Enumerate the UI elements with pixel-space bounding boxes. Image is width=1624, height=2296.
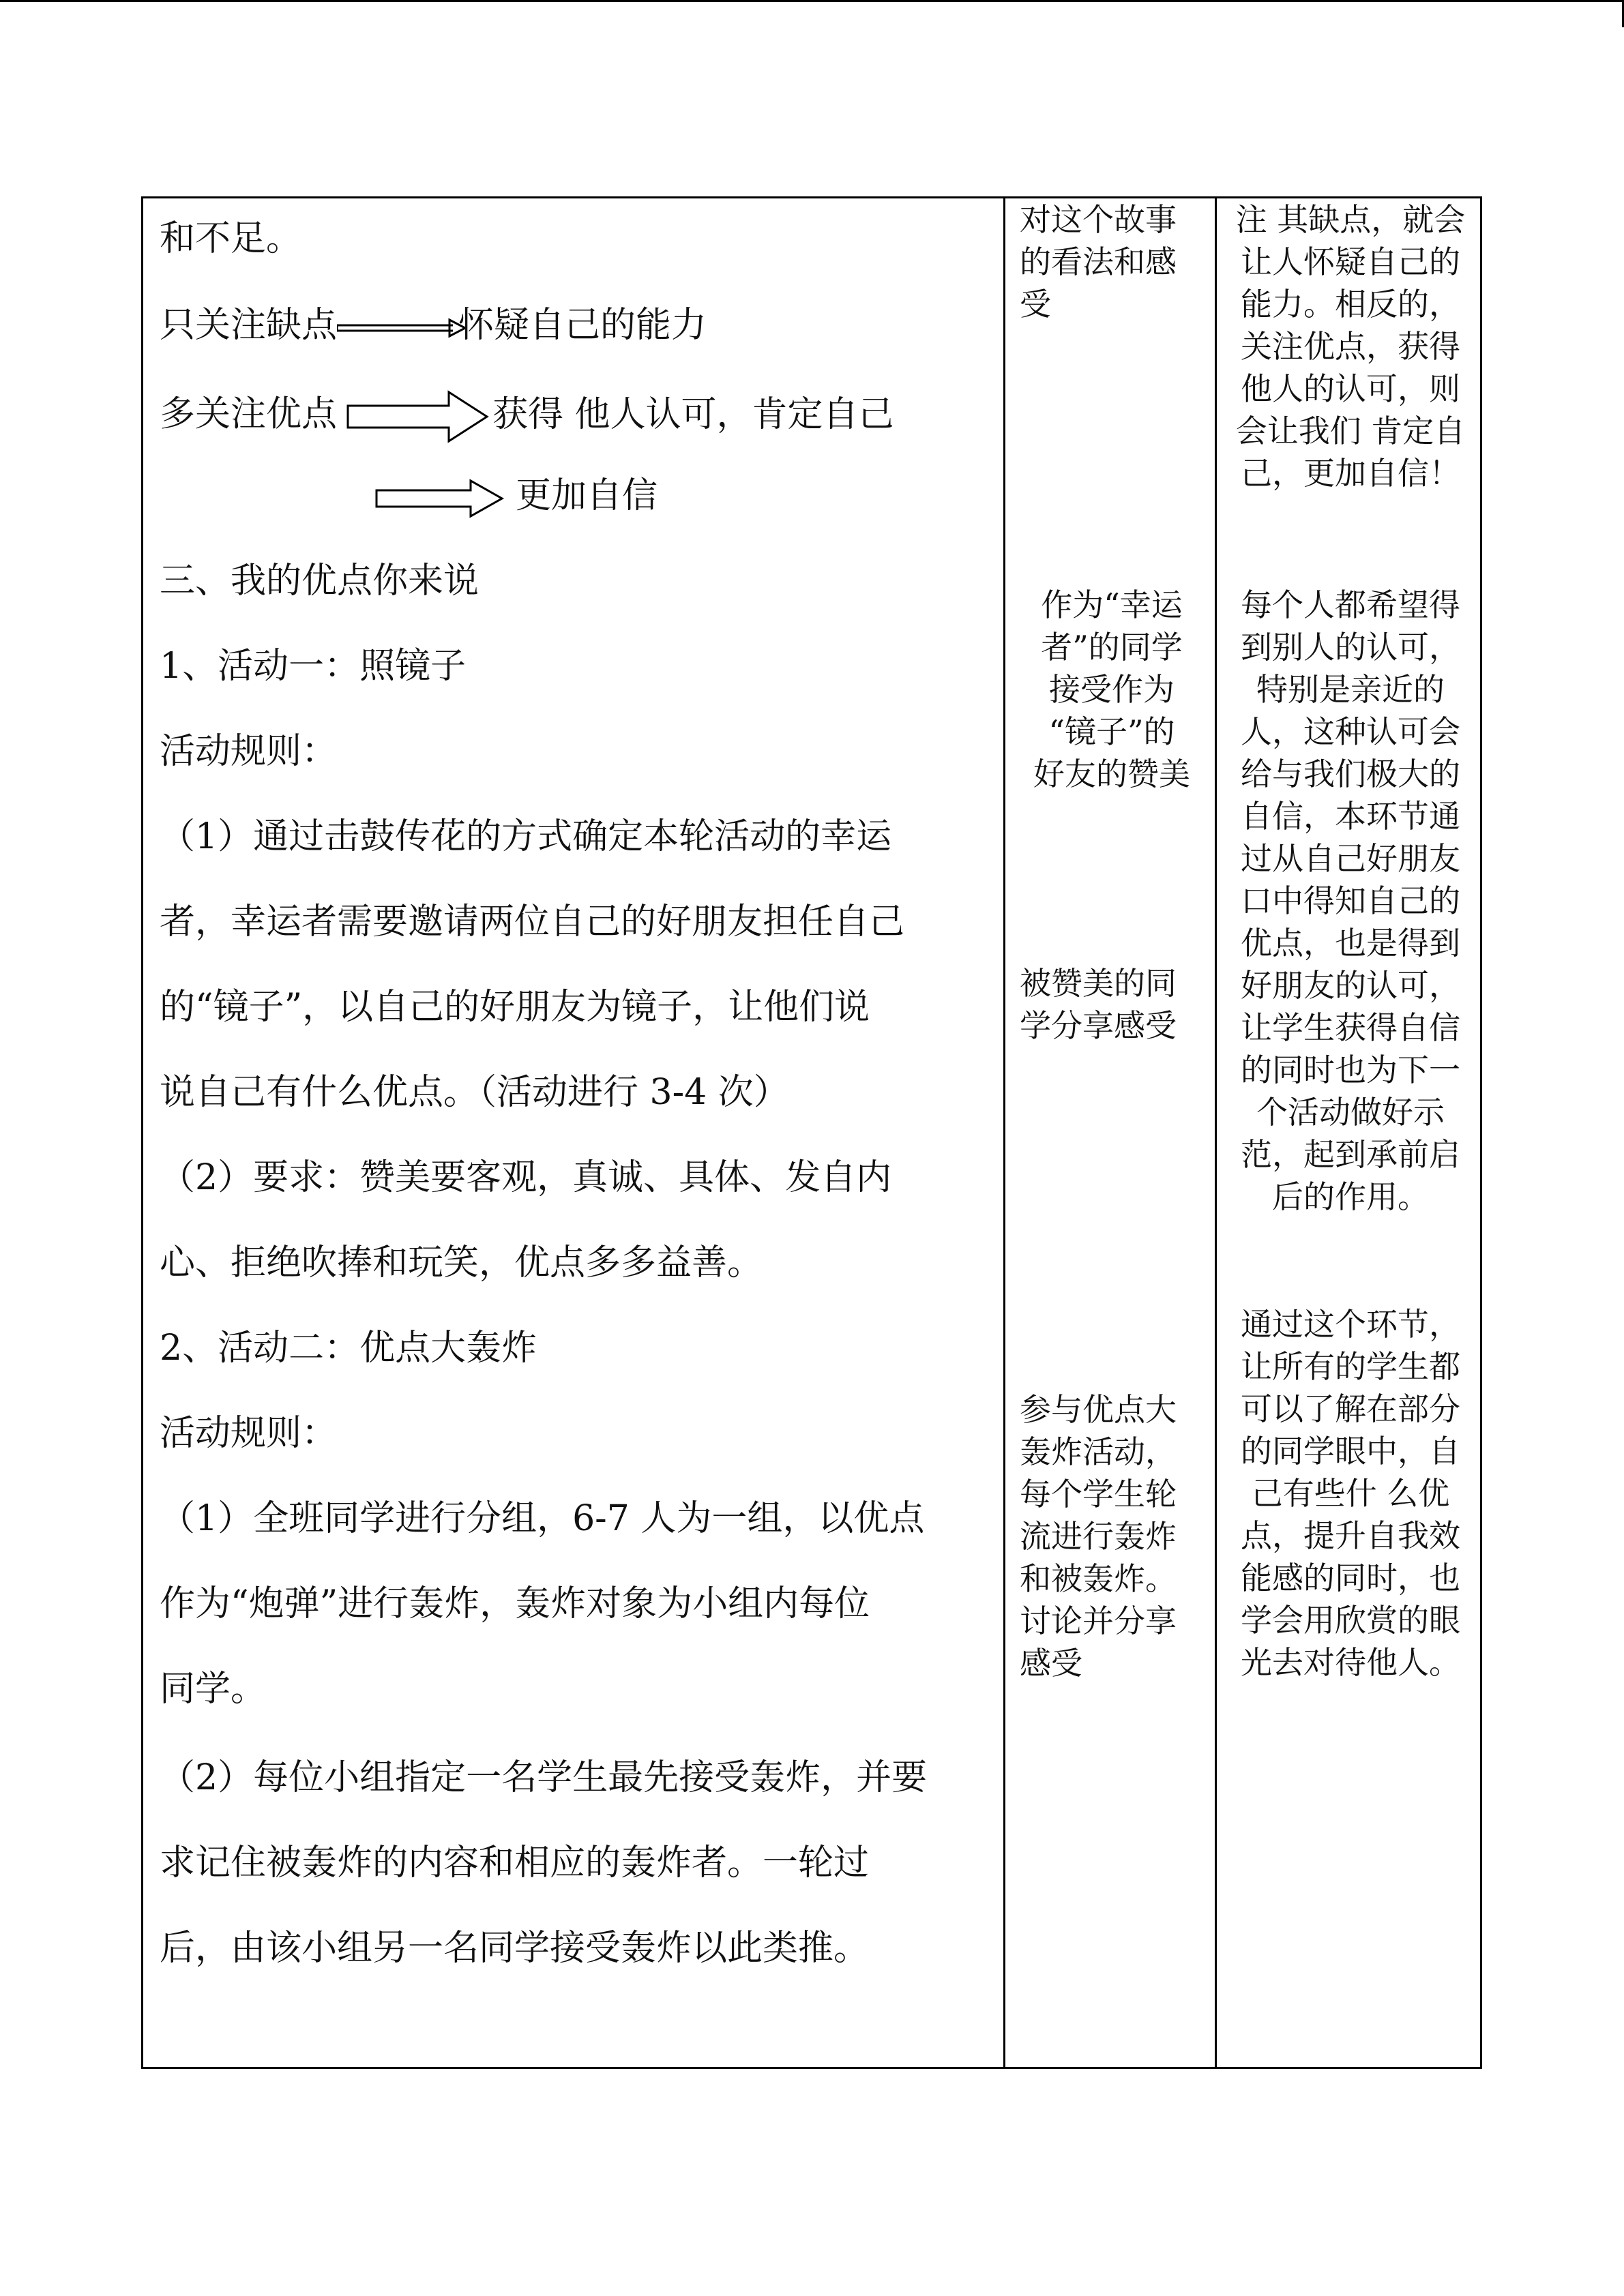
text-line: 点，提升自我效 [1241,1517,1460,1554]
text-line: 接受作为 [1049,671,1175,708]
strength-result: 获得 他人认可，肯定自己 [492,393,894,435]
text-line: 给与我们极大的 [1241,756,1460,792]
text-line: 让人怀疑自己的 [1241,243,1460,280]
text-line: 求记住被轰炸的内容和相应的轰炸者。一轮过 [160,1843,870,1883]
text-line: 流进行轰炸 [1020,1518,1177,1555]
text-line: 的“镜子”，以自己的好朋友为镜子，让他们说 [160,987,870,1028]
text-line: 对这个故事 [1020,201,1177,238]
text-line: 自信，本环节通 [1241,798,1460,835]
section-heading: 三、我的优点你来说 [160,561,479,601]
text-line: 者，幸运者需要邀请两位自己的好朋友担任自己 [160,901,905,942]
text-line: 让学生获得自信 [1241,1009,1460,1046]
weakness-line [160,304,707,346]
student-note-2 [1020,584,1204,795]
column-divider-2 [1215,198,1217,2067]
confidence-line [375,475,658,519]
text-line: 己有些什 么优 [1251,1475,1450,1512]
text-line: 学分享感受 [1020,1007,1177,1044]
text-line: “镜子”的 [1048,713,1175,750]
text-line: 同学。 [160,1669,267,1710]
text-line: 的看法和感 [1020,243,1177,280]
text-line: 后的作用。 [1272,1178,1429,1215]
block-arrow-icon [375,478,505,519]
strength-label: 多关注优点 [160,393,338,435]
text-line: 和不足。 [160,218,302,259]
text-line: （2）要求：赞美要客观，真诚、具体、发自内 [160,1157,892,1198]
confidence-result: 更加自信 [516,475,658,516]
student-note-4 [1020,1388,1204,1684]
column-divider-1 [1003,198,1005,2067]
text-line: 到别人的认可， [1241,629,1460,666]
text-line: 己，更加自信！ [1241,455,1460,492]
text-line: 者”的同学 [1041,629,1183,666]
activity-heading: 1、活动一：照镜子 [160,646,467,687]
text-line: 人，这种认可会 [1241,713,1460,750]
text-line: 能力。相反的， [1241,286,1460,323]
text-line: （1）通过击鼓传花的方式确定本轮活动的幸运 [160,816,892,857]
rules-heading: 活动规则： [160,1413,338,1454]
student-note-1 [1020,198,1204,325]
text-line: 好朋友的认可， [1241,967,1460,1004]
text-line: 口中得知自己的 [1241,882,1460,919]
text-line: 能感的同时，也 [1241,1560,1460,1596]
intent-note-1 [1228,198,1473,494]
text-line: 说自己有什么优点。（活动进行 3-4 次） [160,1072,789,1113]
text-line: 后，由该小组另一名同学接受轰炸以此类推。 [160,1928,870,1969]
text-line: 注 其缺点，就会 [1235,201,1466,238]
text-line: 会让我们 肯定自 [1235,413,1466,449]
text-line: 每个学生轮 [1020,1476,1177,1512]
block-arrow-icon [346,389,490,444]
text-line: 通过这个环节， [1241,1306,1460,1343]
text-line: 特别是亲近的 [1256,671,1445,708]
text-line: 优点，也是得到 [1241,925,1460,961]
text-line: 光去对待他人。 [1241,1644,1460,1681]
rules-heading: 活动规则： [160,731,338,772]
activity-heading: 2、活动二：优点大轰炸 [160,1328,537,1369]
strength-line [160,389,894,444]
intent-note-3 [1228,1303,1473,1684]
text-line: 作为“炮弹”进行轰炸，轰炸对象为小组内每位 [160,1583,870,1624]
text-line: 作为“幸运 [1041,586,1183,623]
text-line: 关注优点，获得 [1241,328,1460,365]
text-line: （2）每位小组指定一名学生最先接受轰炸，并要 [160,1757,928,1798]
text-line: 的同学眼中，自 [1241,1433,1460,1470]
student-note-3 [1020,962,1204,1047]
lesson-table [141,196,1482,2069]
weakness-label: 只关注缺点 [160,305,338,346]
text-line: 个活动做好示 [1256,1094,1445,1131]
text-line: 参与优点大 [1020,1391,1177,1428]
text-line: 轰炸活动， [1020,1433,1177,1470]
page-top-border [0,0,1624,2]
intent-note-2 [1228,584,1473,1218]
text-line: （1）全班同学进行分组，6-7 人为一组，以优点 [160,1498,925,1539]
text-line: 让所有的学生都 [1241,1348,1460,1385]
text-line: 他人的认可，则 [1241,370,1460,407]
text-line: 范，起到承前启 [1241,1136,1460,1173]
text-line: 受 [1020,286,1051,323]
text-line: 好友的赞美 [1033,756,1190,792]
text-line: 每个人都希望得 [1241,586,1460,623]
thin-arrow-icon [337,318,467,338]
text-line: 和被轰炸。 [1020,1560,1177,1597]
text-line: 过从自己好朋友 [1241,840,1460,877]
weakness-result: 怀疑自己的能力 [458,305,707,346]
text-line: 可以了解在部分 [1241,1390,1460,1427]
text-line: 心、拒绝吹捧和玩笑，优点多多益善。 [160,1242,763,1283]
text-line: 学会用欣赏的眼 [1241,1602,1460,1639]
text-line: 被赞美的同 [1020,965,1177,1002]
text-line: 感受 [1020,1645,1082,1682]
text-line: 讨论并分享 [1020,1602,1177,1639]
text-line: 的同时也为下一 [1241,1052,1460,1088]
